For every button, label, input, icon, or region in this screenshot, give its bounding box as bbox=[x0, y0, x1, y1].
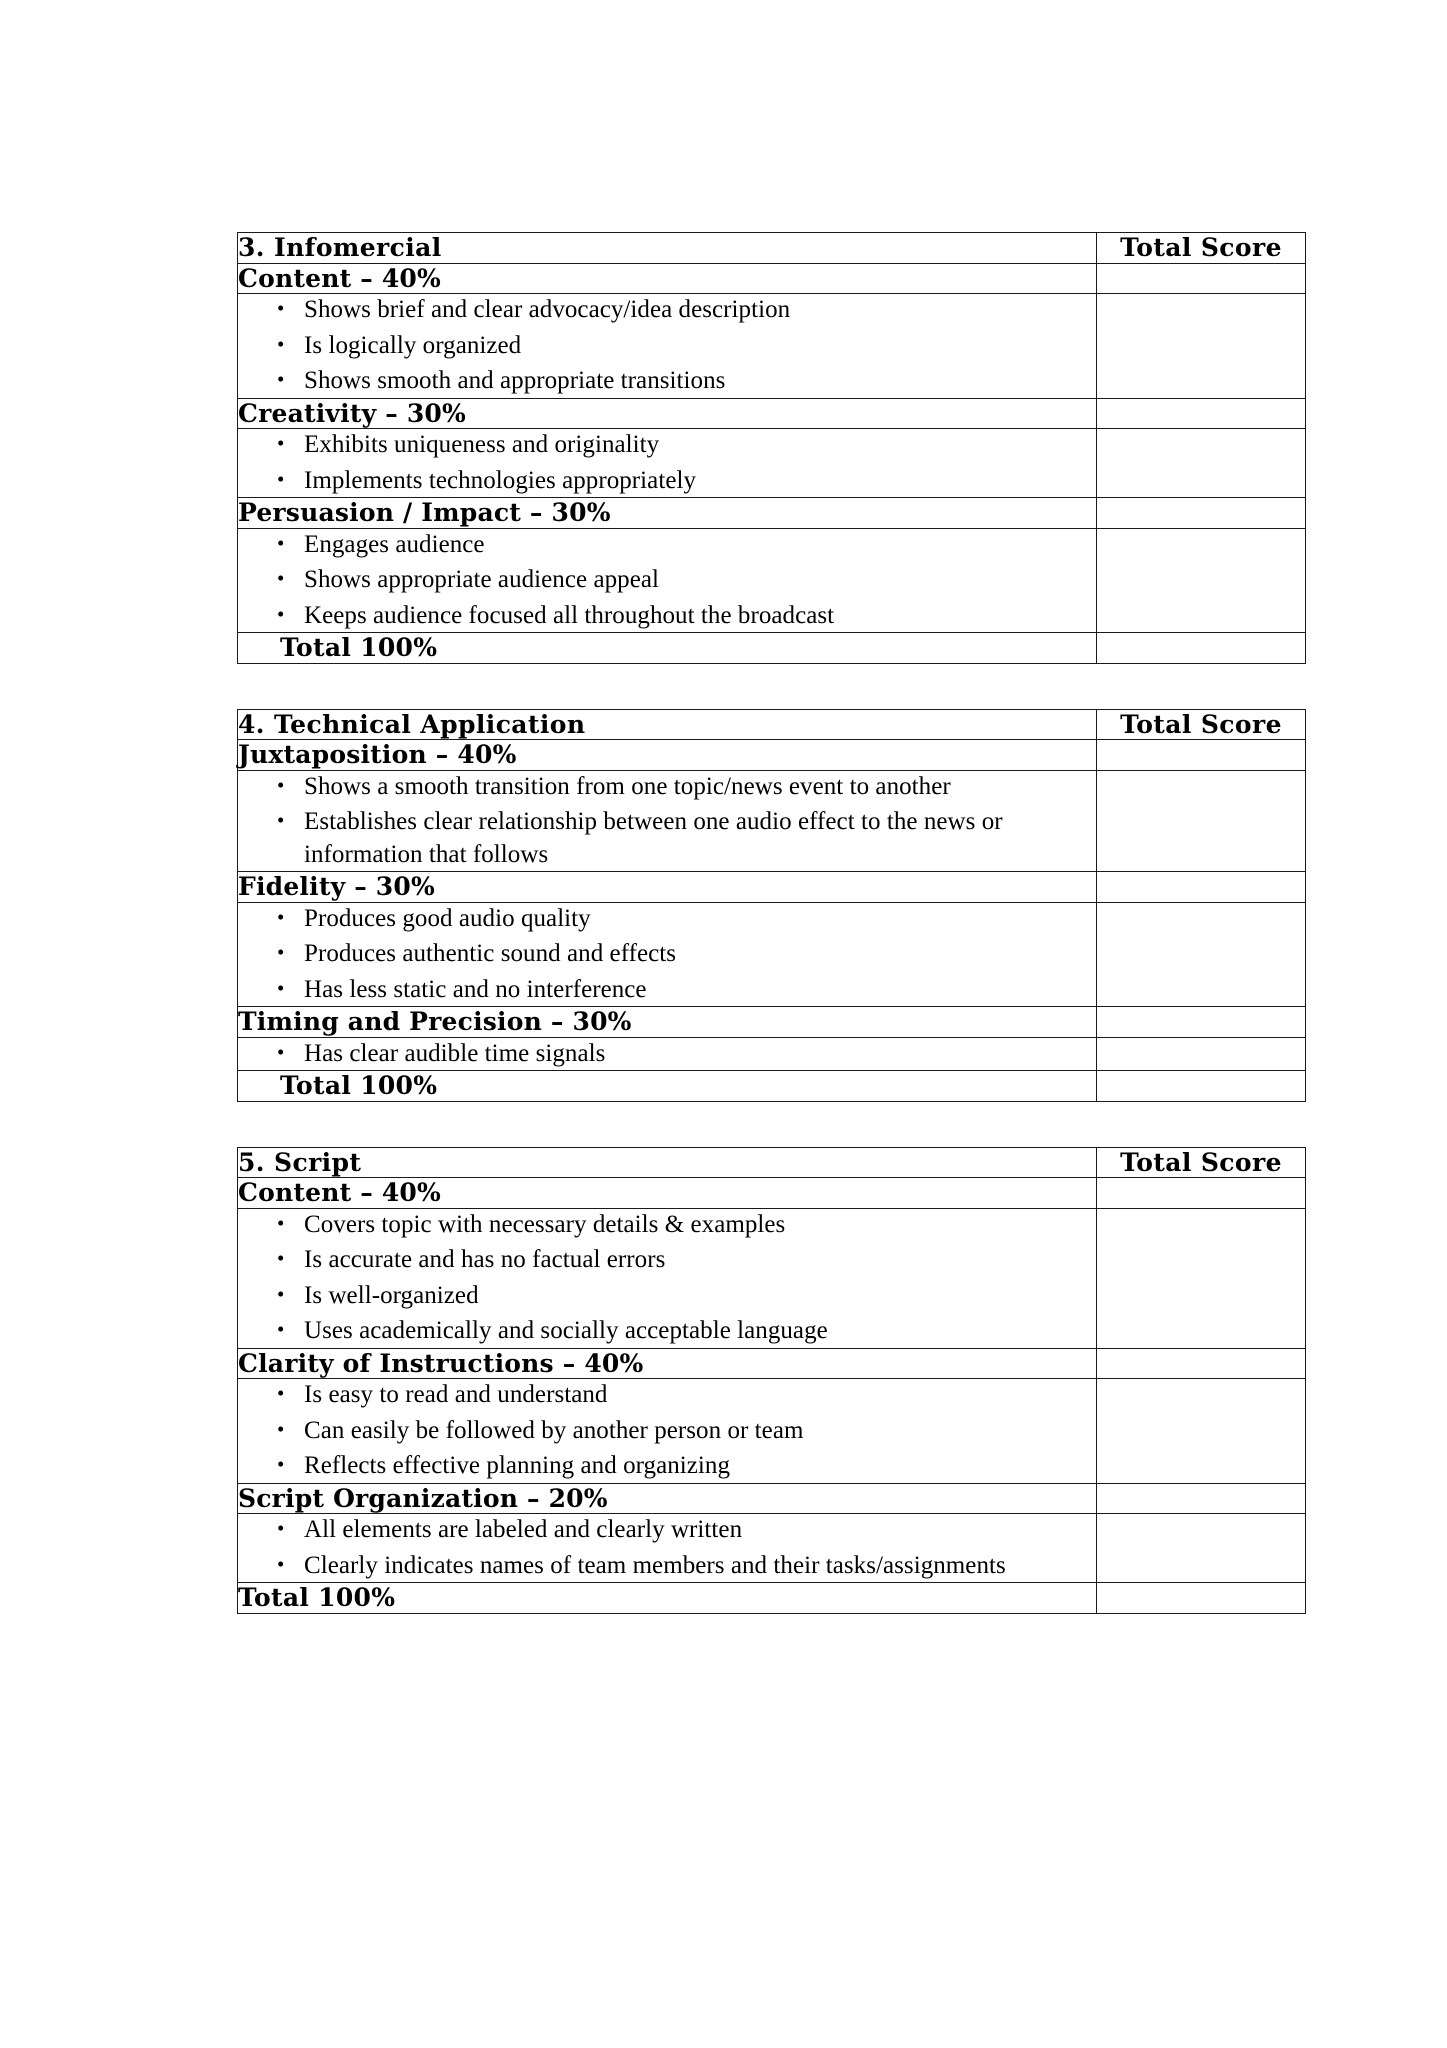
criterion-heading-row bbox=[238, 740, 1306, 771]
criterion-bullet-list bbox=[238, 903, 1096, 1007]
criterion-bullet-list bbox=[238, 294, 1096, 398]
criterion-bullet-item bbox=[238, 1280, 1096, 1313]
criterion-bullet-text: Has less static and no interference bbox=[304, 975, 647, 1003]
criterion-heading-row bbox=[238, 263, 1306, 294]
bullet-dot-icon: • bbox=[277, 1381, 285, 1405]
criterion-bullets-row bbox=[238, 1379, 1306, 1484]
criterion-bullet-text: Shows a smooth transition from one topic/news event to another bbox=[304, 772, 951, 800]
bullet-dot-icon: • bbox=[277, 1246, 285, 1270]
criterion-bullet-list bbox=[238, 1514, 1096, 1582]
score-input-cell[interactable] bbox=[1097, 398, 1306, 429]
criterion-bullet-text: All elements are labeled and clearly written bbox=[304, 1516, 743, 1543]
bullet-dot-icon: • bbox=[277, 1551, 285, 1576]
criterion-bullet-item bbox=[238, 903, 1096, 936]
criterion-bullet-list bbox=[238, 1379, 1096, 1483]
criterion-heading-row bbox=[238, 498, 1306, 529]
criterion-bullet-text: Reflects effective planning and organizing bbox=[304, 1452, 731, 1479]
criterion-bullet-text: Uses academically and socially acceptable language bbox=[304, 1317, 828, 1344]
criterion-heading: Juxtaposition – 40% bbox=[238, 740, 1097, 771]
criterion-heading: Clarity of Instructions – 40% bbox=[238, 1348, 1097, 1379]
criterion-heading-row bbox=[238, 872, 1306, 903]
criterion-bullet-text: Shows smooth and appropriate transitions bbox=[304, 367, 726, 394]
criterion-bullet-list bbox=[238, 1209, 1096, 1348]
bullet-dot-icon: • bbox=[277, 772, 285, 797]
criterion-heading: Script Organization – 20% bbox=[238, 1483, 1097, 1514]
bullet-dot-icon: • bbox=[277, 1416, 285, 1441]
criterion-bullet-item bbox=[238, 1244, 1096, 1277]
criterion-bullet-text: Keeps audience focused all throughout the broadcast bbox=[304, 601, 835, 629]
bullet-dot-icon: • bbox=[277, 904, 285, 929]
criterion-bullet-item bbox=[238, 1209, 1096, 1242]
bullet-dot-icon: • bbox=[277, 1281, 285, 1306]
criterion-bullets-row bbox=[238, 770, 1306, 872]
criterion-bullet-item bbox=[238, 1038, 1096, 1071]
criterion-bullet-item bbox=[238, 600, 1096, 633]
criterion-bullet-list bbox=[238, 771, 1096, 872]
criterion-bullet-text: Exhibits uniqueness and originality bbox=[304, 431, 660, 458]
criterion-bullet-item bbox=[238, 1315, 1096, 1348]
total-score-input-cell[interactable] bbox=[1097, 633, 1306, 664]
criterion-bullet-list-cell bbox=[238, 1514, 1097, 1583]
bullet-dot-icon: • bbox=[277, 975, 285, 1000]
criterion-bullet-item bbox=[238, 294, 1096, 327]
criterion-bullets-row bbox=[238, 902, 1306, 1007]
score-input-cell[interactable] bbox=[1097, 263, 1306, 294]
criterion-bullet-text: Can easily be followed by another person or team bbox=[304, 1416, 804, 1444]
criterion-heading: Persuasion / Impact – 30% bbox=[238, 498, 1097, 529]
criterion-bullet-text: Shows appropriate audience appeal bbox=[304, 566, 659, 593]
criterion-bullet-text: Is easy to read and understand bbox=[304, 1381, 608, 1408]
criterion-bullet-text: Clearly indicates names of team members and their tasks/assignments bbox=[304, 1551, 1006, 1579]
criterion-bullet-text: Is accurate and has no factual errors bbox=[304, 1246, 666, 1273]
bullet-dot-icon: • bbox=[277, 940, 285, 964]
criterion-bullet-item bbox=[238, 529, 1096, 562]
criterion-bullet-list-cell bbox=[238, 429, 1097, 498]
bullet-dot-icon: • bbox=[277, 1039, 285, 1064]
score-input-cell[interactable] bbox=[1097, 1348, 1306, 1379]
table-header-row bbox=[238, 233, 1306, 264]
total-label: Total 100% bbox=[238, 1071, 1097, 1102]
criterion-bullet-list-cell bbox=[238, 1208, 1097, 1348]
criterion-heading: Creativity – 30% bbox=[238, 398, 1097, 429]
criterion-heading-row bbox=[238, 1007, 1306, 1038]
criterion-bullet-item bbox=[238, 1514, 1096, 1547]
bullet-dot-icon: • bbox=[277, 367, 285, 391]
total-label: Total 100% bbox=[238, 633, 1097, 664]
score-input-cell[interactable] bbox=[1097, 1007, 1306, 1038]
criterion-bullet-list-cell bbox=[238, 528, 1097, 633]
criterion-bullet-text: Is well-organized bbox=[304, 1281, 479, 1309]
total-score-input-cell[interactable] bbox=[1097, 1583, 1306, 1614]
bullet-dot-icon: • bbox=[277, 466, 285, 491]
criterion-bullet-text: Produces authentic sound and effects bbox=[304, 940, 677, 967]
criterion-bullet-item bbox=[238, 806, 1096, 871]
score-input-cell[interactable] bbox=[1097, 294, 1306, 399]
total-row bbox=[238, 1071, 1306, 1102]
bullet-dot-icon: • bbox=[277, 530, 285, 555]
criterion-bullet-item bbox=[238, 465, 1096, 498]
rubric-table bbox=[237, 709, 1306, 1102]
criterion-bullet-list bbox=[238, 1038, 1096, 1071]
bullet-dot-icon: • bbox=[277, 808, 285, 832]
criterion-heading: Content – 40% bbox=[238, 1178, 1097, 1209]
rubric-title: 5. Script bbox=[238, 1147, 1097, 1178]
bullet-dot-icon: • bbox=[277, 1516, 285, 1540]
criterion-bullet-item bbox=[238, 429, 1096, 462]
criterion-bullet-item bbox=[238, 365, 1096, 398]
criterion-bullet-item bbox=[238, 974, 1096, 1007]
rubric-table bbox=[237, 232, 1306, 664]
criterion-bullet-list-cell bbox=[238, 1037, 1097, 1071]
criterion-bullets-row bbox=[238, 294, 1306, 399]
score-input-cell[interactable] bbox=[1097, 498, 1306, 529]
rubric-title: 4. Technical Application bbox=[238, 709, 1097, 740]
score-column-header: Total Score bbox=[1097, 709, 1306, 740]
criterion-heading: Timing and Precision – 30% bbox=[238, 1007, 1097, 1038]
criterion-bullets-row bbox=[238, 1514, 1306, 1583]
criterion-heading-row bbox=[238, 1178, 1306, 1209]
bullet-dot-icon: • bbox=[277, 1452, 285, 1476]
criterion-bullets-row bbox=[238, 528, 1306, 633]
score-input-cell[interactable] bbox=[1097, 770, 1306, 872]
criterion-bullet-list-cell bbox=[238, 1379, 1097, 1484]
score-column-header: Total Score bbox=[1097, 233, 1306, 264]
bullet-dot-icon: • bbox=[277, 601, 285, 626]
score-input-cell[interactable] bbox=[1097, 1514, 1306, 1583]
rubric-title: 3. Infomercial bbox=[238, 233, 1097, 264]
criterion-heading-row bbox=[238, 1348, 1306, 1379]
criterion-bullet-list-cell bbox=[238, 770, 1097, 872]
criterion-bullet-text: Produces good audio quality bbox=[304, 904, 591, 932]
criterion-bullet-item bbox=[238, 1415, 1096, 1448]
total-label: Total 100% bbox=[238, 1583, 1097, 1614]
bullet-dot-icon: • bbox=[277, 1317, 285, 1341]
criterion-bullet-text: Covers topic with necessary details & examples bbox=[304, 1210, 786, 1238]
criterion-bullets-row bbox=[238, 1037, 1306, 1071]
total-row bbox=[238, 633, 1306, 664]
criterion-bullet-item bbox=[238, 1550, 1096, 1583]
score-input-cell[interactable] bbox=[1097, 1483, 1306, 1514]
criterion-bullet-list-cell bbox=[238, 902, 1097, 1007]
score-column-header: Total Score bbox=[1097, 1147, 1306, 1178]
bullet-dot-icon: • bbox=[277, 566, 285, 590]
criterion-heading-row bbox=[238, 398, 1306, 429]
criterion-bullets-row bbox=[238, 1208, 1306, 1348]
score-input-cell[interactable] bbox=[1097, 1178, 1306, 1209]
score-input-cell[interactable] bbox=[1097, 1379, 1306, 1484]
score-input-cell[interactable] bbox=[1097, 740, 1306, 771]
criterion-bullet-list bbox=[238, 429, 1096, 497]
table-header-row bbox=[238, 1147, 1306, 1178]
criterion-heading: Fidelity – 30% bbox=[238, 872, 1097, 903]
criterion-bullet-item bbox=[238, 1379, 1096, 1412]
criterion-bullet-text: Shows brief and clear advocacy/idea description bbox=[304, 296, 791, 323]
criterion-bullet-item bbox=[238, 938, 1096, 971]
rubric-table bbox=[237, 1147, 1306, 1614]
criterion-heading: Content – 40% bbox=[238, 263, 1097, 294]
criterion-bullet-text: Engages audience bbox=[304, 530, 485, 558]
criterion-bullet-item bbox=[238, 771, 1096, 804]
score-input-cell[interactable] bbox=[1097, 1208, 1306, 1348]
criterion-bullet-list-cell bbox=[238, 294, 1097, 399]
criterion-bullet-item bbox=[238, 330, 1096, 363]
total-row bbox=[238, 1583, 1306, 1614]
criterion-bullet-text: Implements technologies appropriately bbox=[304, 466, 697, 494]
score-input-cell[interactable] bbox=[1097, 429, 1306, 498]
criterion-bullet-text: Has clear audible time signals bbox=[304, 1039, 606, 1067]
bullet-dot-icon: • bbox=[277, 331, 285, 356]
bullet-dot-icon: • bbox=[277, 431, 285, 455]
criterion-heading-row bbox=[238, 1483, 1306, 1514]
table-header-row bbox=[238, 709, 1306, 740]
total-score-input-cell[interactable] bbox=[1097, 1071, 1306, 1102]
criterion-bullet-text: Is logically organized bbox=[304, 331, 522, 359]
bullet-dot-icon: • bbox=[277, 296, 285, 320]
score-input-cell[interactable] bbox=[1097, 528, 1306, 633]
criterion-bullet-text: Establishes clear relationship between one audio effect to the news or information that follows bbox=[304, 808, 1003, 868]
score-input-cell[interactable] bbox=[1097, 1037, 1306, 1071]
score-input-cell[interactable] bbox=[1097, 872, 1306, 903]
criterion-bullet-item bbox=[238, 564, 1096, 597]
rubric-table-stack bbox=[237, 232, 1305, 1659]
bullet-dot-icon: • bbox=[277, 1210, 285, 1235]
criterion-bullet-list bbox=[238, 529, 1096, 633]
criterion-bullet-item bbox=[238, 1450, 1096, 1483]
score-input-cell[interactable] bbox=[1097, 902, 1306, 1007]
criterion-bullets-row bbox=[238, 429, 1306, 498]
